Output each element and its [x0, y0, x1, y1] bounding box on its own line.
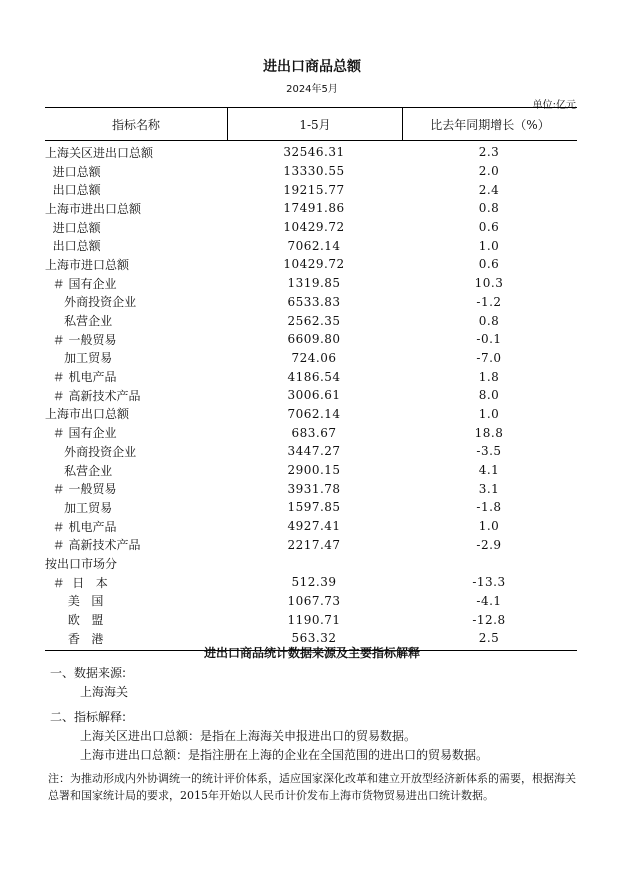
table-row	[45, 143, 577, 162]
table-row	[45, 367, 577, 386]
row-label: 出口总额	[45, 239, 101, 254]
table-row	[45, 405, 577, 424]
row-value: 1067.73	[287, 593, 341, 608]
row-label: ＃ 高新技术产品	[45, 388, 141, 403]
row-label: 加工贸易	[45, 351, 113, 366]
row-label: 私营企业	[45, 314, 113, 329]
unit-label: 单位:亿元	[532, 100, 576, 111]
table-row	[45, 386, 577, 405]
table-row	[45, 442, 577, 461]
column-header-period: 1-5月	[228, 108, 403, 140]
row-label: 加工贸易	[45, 500, 113, 515]
table-row	[45, 162, 577, 181]
row-label: 按出口市场分	[45, 556, 118, 571]
row-growth: -7.0	[476, 350, 502, 365]
row-growth: 2.5	[478, 631, 500, 646]
row-value: 17491.86	[283, 201, 345, 216]
row-label: ＃ 一般贸易	[45, 332, 117, 347]
table-row	[45, 535, 577, 554]
row-value: 2900.15	[287, 463, 341, 478]
row-value: 3006.61	[287, 388, 341, 403]
row-label: ＃ 国有企业	[45, 426, 117, 441]
row-growth: 1.0	[478, 238, 500, 253]
row-label: 上海关区进出口总额	[45, 145, 154, 160]
notes-section1-title: 一、数据来源:	[50, 666, 127, 680]
table-row	[45, 461, 577, 480]
row-label: ＃ 日 本	[45, 575, 108, 590]
row-growth: 0.6	[478, 257, 500, 272]
row-value: 4927.41	[287, 519, 341, 534]
row-value: 13330.55	[283, 164, 345, 179]
row-label: 进口总额	[45, 220, 101, 235]
row-growth: -12.8	[472, 612, 506, 627]
row-label: ＃ 国有企业	[45, 276, 117, 291]
row-label: 私营企业	[45, 463, 113, 478]
row-growth: 4.1	[478, 463, 500, 478]
row-label: 出口总额	[45, 183, 101, 198]
row-label: 香 港	[45, 631, 104, 646]
row-value: 10429.72	[283, 257, 345, 272]
table-body	[45, 141, 577, 651]
row-value: 10429.72	[283, 220, 345, 235]
column-header-growth: 比去年同期增长（%）	[430, 117, 550, 132]
row-label: ＃ 机电产品	[45, 370, 117, 385]
notes-title: 进出口商品统计数据来源及主要指标解释	[203, 646, 420, 660]
row-growth: 0.6	[478, 220, 500, 235]
row-value: 32546.31	[283, 145, 345, 160]
table-row	[45, 199, 577, 218]
row-value: 6609.80	[287, 332, 341, 347]
row-value: 19215.77	[283, 182, 345, 197]
row-label: ＃ 一般贸易	[45, 482, 117, 497]
table-row	[45, 592, 577, 611]
table-row	[45, 517, 577, 536]
row-label: 美 国	[45, 594, 104, 609]
row-label: 上海市出口总额	[45, 407, 130, 422]
row-growth: -13.3	[472, 575, 506, 590]
notes-definition-city: 上海市进出口总额：是指注册在上海的企业在全国范围的进出口的贸易数据。	[80, 748, 489, 762]
row-label: 上海市进出口总额	[45, 201, 142, 216]
table-row	[45, 554, 577, 573]
table-row	[45, 330, 577, 349]
row-value: 563.32	[291, 631, 337, 646]
row-label: 外商投资企业	[45, 295, 137, 310]
row-value: 2217.47	[287, 537, 341, 552]
table-row	[45, 236, 577, 255]
table-row	[45, 349, 577, 368]
row-growth: -0.1	[476, 332, 502, 347]
row-growth: -4.1	[476, 593, 502, 608]
row-growth: 1.8	[478, 369, 500, 384]
row-label: ＃ 机电产品	[45, 519, 117, 534]
table-row	[45, 255, 577, 274]
row-growth: 2.4	[478, 182, 500, 197]
table-row	[45, 610, 577, 629]
table-header	[45, 107, 577, 141]
row-label: 欧 盟	[45, 613, 104, 628]
report-date: 2024年5月	[286, 84, 338, 95]
row-growth: 1.0	[478, 519, 500, 534]
row-growth: 3.1	[478, 481, 500, 496]
row-growth: -1.8	[476, 500, 502, 515]
row-value: 1597.85	[287, 500, 341, 515]
table-row	[45, 573, 577, 592]
row-label: 进口总额	[45, 164, 101, 179]
row-growth: 2.0	[478, 164, 500, 179]
row-growth: 1.0	[478, 406, 500, 421]
notes-section1-body: 上海海关	[80, 685, 129, 699]
row-value: 4186.54	[287, 369, 341, 384]
row-growth: 18.8	[474, 425, 504, 440]
table-row	[45, 498, 577, 517]
table-row	[45, 180, 577, 199]
table-row	[45, 479, 577, 498]
table-row	[45, 293, 577, 312]
footnote: 注：为推动形成内外协调统一的统计评价体系，适应国家深化改革和建立开放型经济新体系的需要，根据海关总署和国家统计局的要求，2015年开始以人民币计价发布上海市货物贸易进出口统计数据。	[48, 772, 576, 802]
row-value: 1190.71	[287, 612, 341, 627]
row-value: 3447.27	[287, 444, 341, 459]
row-label: ＃ 高新技术产品	[45, 538, 141, 553]
row-growth: -2.9	[476, 537, 502, 552]
data-table	[45, 107, 577, 651]
row-value: 512.39	[291, 575, 337, 590]
row-growth: 2.3	[478, 145, 500, 160]
row-value: 3931.78	[287, 481, 341, 496]
row-value: 724.06	[291, 350, 337, 365]
row-value: 1319.85	[287, 276, 341, 291]
row-growth: 10.3	[474, 276, 504, 291]
row-value: 683.67	[291, 425, 337, 440]
row-growth: 0.8	[478, 313, 500, 328]
row-label: 外商投资企业	[45, 444, 137, 459]
row-value: 6533.83	[287, 294, 341, 309]
table-row	[45, 423, 577, 442]
row-value: 2562.35	[287, 313, 341, 328]
row-label: 上海市进口总额	[45, 257, 130, 272]
row-growth: -3.5	[476, 444, 502, 459]
row-growth: -1.2	[476, 294, 502, 309]
notes-definition-customs: 上海关区进出口总额：是指在上海海关申报进出口的贸易数据。	[80, 729, 417, 743]
row-value: 7062.14	[287, 238, 341, 253]
page-title: 进出口商品总额	[263, 59, 361, 75]
row-value: 7062.14	[287, 406, 341, 421]
row-growth: 8.0	[478, 388, 500, 403]
table-row	[45, 218, 577, 237]
table-row	[45, 311, 577, 330]
table-row	[45, 274, 577, 293]
column-header-indicator: 指标名称	[45, 108, 228, 140]
notes-section2-title: 二、指标解释:	[50, 710, 127, 724]
row-growth: 0.8	[478, 201, 500, 216]
